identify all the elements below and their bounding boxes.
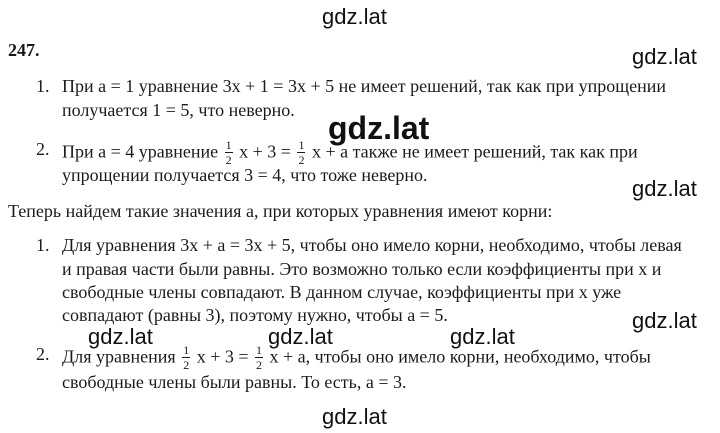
watermark-top: gdz.lat: [322, 4, 387, 29]
watermark-right-1: gdz.lat: [632, 44, 697, 69]
watermark-right-2: gdz.lat: [632, 176, 697, 201]
item4-line1: [62, 345, 651, 372]
item4-line1-part-a: Для уравнения: [62, 346, 176, 367]
fraction-one-half: $\frac{1}{2}$: [298, 138, 305, 167]
item3-number: 1.: [36, 235, 50, 255]
problem-number: 247.: [8, 40, 40, 60]
item4-line1-part-b: x + 3 =: [196, 346, 249, 367]
item2-line1: [62, 140, 638, 167]
watermark-right-3: gdz.lat: [632, 308, 697, 333]
fraction-one-half: $\frac{1}{2}$: [256, 343, 263, 372]
item3-line3: свободные члены совпадают. В данном случае, коэффициенты при x уже: [62, 282, 622, 302]
watermark-center: gdz.lat: [328, 110, 430, 146]
watermark-mid-right: gdz.lat: [450, 324, 515, 349]
item4-line1-part-c: x + a, чтобы оно имело корни, необходимо, чтобы: [269, 346, 651, 367]
item4-line2: свободные члены были равны. То есть, a = 3.: [62, 372, 407, 392]
item2-line1-part-c: x + a также не имеет решений, так как при: [311, 141, 638, 162]
item1-line1: При a = 1 уравнение 3x + 1 = 3x + 5 не имеет решений, так как при упрощении: [62, 76, 666, 96]
item3-line4: совпадают (равны 3), поэтому нужно, чтобы a = 5.: [62, 305, 448, 325]
item2-number: 2.: [36, 139, 50, 159]
item2-line2: упрощении получается 3 = 4, что тоже неверно.: [62, 165, 428, 185]
item2-line1-part-a: При a = 4 уравнение: [62, 141, 219, 162]
fraction-one-half: $\frac{1}{2}$: [183, 343, 190, 372]
watermark-bottom: gdz.lat: [322, 404, 387, 429]
item1-number: 1.: [36, 76, 50, 96]
item3-line2: и правая части были равны. Это возможно только если коэффициенты при x и: [62, 259, 662, 279]
watermark-mid-left: gdz.lat: [88, 324, 153, 349]
item2-line1-part-b: x + 3 =: [239, 141, 291, 162]
item1-line2: получается 1 = 5, что неверно.: [62, 100, 295, 120]
watermark-mid-center: gdz.lat: [268, 324, 333, 349]
fraction-one-half: $\frac{1}{2}$: [225, 138, 232, 167]
item4-number: 2.: [36, 344, 50, 364]
item3-line1: Для уравнения 3x + a = 3x + 5, чтобы оно имело корни, необходимо, чтобы левая: [62, 235, 682, 255]
intro-text: Теперь найдем такие значения a, при которых уравнения имеют корни:: [8, 201, 553, 221]
